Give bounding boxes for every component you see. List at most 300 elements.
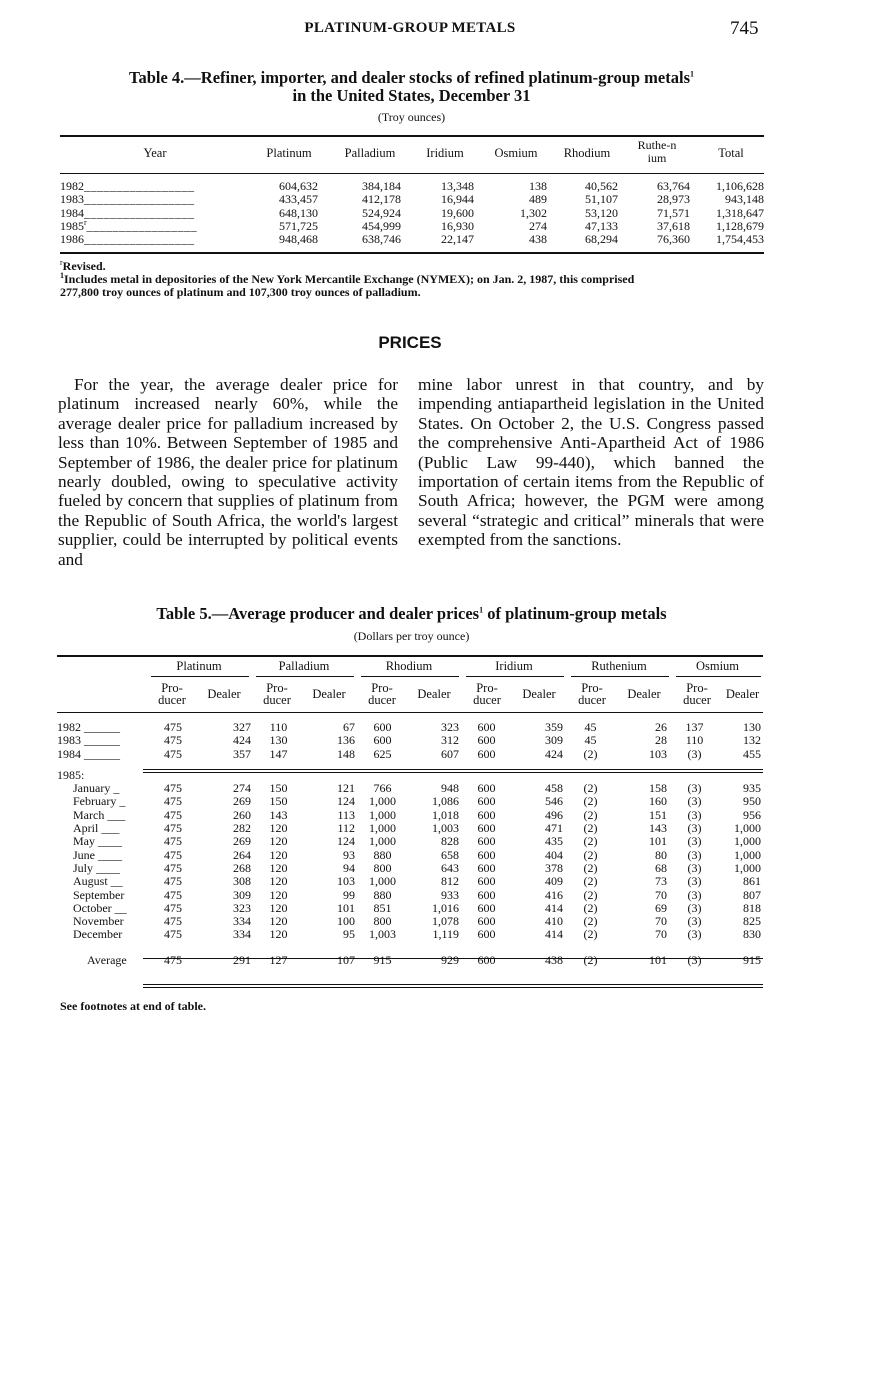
value-cell: 110: [269, 720, 288, 734]
value-cell: 130: [743, 720, 761, 734]
year-cell: 1986 _____: [60, 233, 250, 246]
prices-right-column: [418, 375, 764, 550]
value-cell: 438: [529, 232, 547, 247]
table-row: [57, 822, 763, 835]
table5-top-rule: [57, 655, 763, 657]
value-cell: 475: [164, 914, 182, 929]
value-cell: 28: [655, 733, 667, 748]
value-cell: 143: [269, 807, 288, 822]
value-cell: 412,178: [362, 192, 401, 207]
value-cell: 63,764: [657, 179, 690, 193]
value-cell: 45: [584, 720, 597, 734]
value-cell: 935: [743, 781, 761, 796]
table4-caption-footnote-ref: 1: [690, 69, 694, 79]
year-group-row: [57, 769, 763, 782]
metal-header: Platinum: [176, 659, 222, 673]
value-cell: 600: [477, 733, 496, 748]
producer-subheader: Pro- ducer: [683, 681, 711, 707]
value-cell: 70: [655, 927, 667, 942]
value-cell: 600: [477, 781, 496, 796]
table-row: [57, 748, 763, 761]
value-cell: 68,294: [585, 232, 618, 247]
table4-col-ruthenium: Ruthe-nium: [637, 138, 677, 165]
value-cell: 1,086: [432, 794, 459, 809]
value-cell: 600: [373, 720, 392, 734]
table-row: [57, 782, 763, 795]
value-cell: (2): [583, 794, 598, 809]
value-cell: 433,457: [279, 192, 318, 207]
value-cell: 956: [743, 807, 761, 822]
table4-top-rule: [60, 135, 764, 137]
value-cell: (3): [687, 874, 702, 889]
value-cell: 475: [164, 733, 182, 748]
table4-col-total: Total: [718, 146, 744, 160]
value-cell: (3): [687, 887, 702, 902]
value-cell: 268: [233, 860, 251, 875]
value-cell: 13,348: [441, 179, 474, 193]
value-cell: 600: [477, 746, 496, 761]
value-cell: 643: [441, 860, 459, 875]
value-cell: 121: [337, 781, 355, 796]
value-cell: 274: [529, 218, 547, 233]
metal-header-underline: [466, 676, 564, 677]
value-cell: 1,318,647: [716, 205, 764, 220]
metal-header-underline: [676, 676, 761, 677]
value-cell: 600: [477, 952, 496, 967]
value-cell: (3): [687, 746, 702, 761]
value-cell: 600: [477, 834, 496, 849]
table4-col-palladium: Palladium: [344, 146, 396, 160]
value-cell: 103: [649, 746, 667, 761]
value-cell: 147: [269, 746, 288, 761]
value-cell: 323: [233, 900, 251, 915]
value-cell: 80: [655, 847, 667, 862]
table4-bottom-rule: [60, 252, 764, 254]
dealer-subheader: Dealer: [312, 687, 346, 701]
value-cell: 830: [743, 927, 761, 942]
value-cell: 130: [269, 733, 288, 748]
footnote-1-continued: 277,800 troy ounces of platinum and 107,300 troy ounces of palladium.: [60, 285, 421, 299]
value-cell: 458: [545, 781, 563, 796]
value-cell: 71,571: [657, 205, 690, 220]
table4-units: (Troy ounces): [377, 110, 446, 124]
prices-left-column: [58, 375, 398, 569]
value-cell: 546: [545, 794, 563, 809]
value-cell: 625: [373, 746, 392, 761]
value-cell: 334: [233, 914, 251, 929]
value-cell: 1,302: [520, 205, 547, 220]
value-cell: 359: [545, 720, 563, 734]
value-cell: 424: [545, 746, 563, 761]
footnote-revised: $^r$Revised.: [60, 258, 106, 273]
table5-body: [57, 721, 763, 967]
value-cell: 260: [233, 807, 251, 822]
value-cell: 800: [373, 914, 392, 929]
value-cell: 312: [441, 733, 459, 748]
value-cell: 600: [373, 733, 392, 748]
value-cell: 607: [441, 746, 459, 761]
page-number: 745: [730, 18, 759, 39]
value-cell: 132: [743, 733, 761, 748]
value-cell: 880: [373, 847, 392, 862]
value-cell: 137: [685, 720, 704, 734]
value-cell: 933: [441, 887, 459, 902]
value-cell: 120: [269, 821, 288, 836]
value-cell: (2): [583, 807, 598, 822]
value-cell: (3): [687, 794, 702, 809]
value-cell: 1,000: [369, 794, 396, 809]
value-cell: 1,003: [432, 821, 459, 836]
value-cell: 638,746: [362, 232, 401, 247]
value-cell: 1,106,628: [716, 179, 764, 193]
table-row: [57, 734, 763, 747]
value-cell: 475: [164, 860, 182, 875]
year-cell: 1982 _____: [60, 180, 250, 193]
value-cell: 100: [337, 914, 355, 929]
value-cell: 19,600: [441, 205, 474, 220]
table-row: [60, 193, 764, 206]
value-cell: 378: [545, 860, 563, 875]
value-cell: 475: [164, 746, 182, 761]
metal-header: Palladium: [278, 659, 330, 673]
metal-header: Rhodium: [385, 659, 433, 673]
value-cell: 1,016: [432, 900, 459, 915]
producer-subheader: Pro- ducer: [263, 681, 291, 707]
metal-header-underline: [256, 676, 354, 677]
value-cell: 828: [441, 834, 459, 849]
table-row: [57, 902, 763, 915]
value-cell: 571,725: [279, 218, 318, 233]
value-cell: 489: [529, 192, 547, 207]
value-cell: (3): [687, 781, 702, 796]
value-cell: 475: [164, 847, 182, 862]
row-label: September: [73, 887, 125, 902]
table-row: [60, 220, 764, 233]
value-cell: 327: [233, 720, 251, 734]
value-cell: (3): [687, 821, 702, 836]
value-cell: 600: [477, 887, 496, 902]
row-label: 1984 ______: [57, 746, 120, 761]
value-cell: 475: [164, 952, 182, 967]
value-cell: 95: [343, 927, 355, 942]
table-row: [57, 928, 763, 941]
table5-units: (Dollars per troy ounce): [353, 629, 470, 643]
metal-header-underline: [361, 676, 459, 677]
value-cell: (3): [687, 847, 702, 862]
value-cell: 99: [343, 887, 355, 902]
value-cell: (3): [687, 914, 702, 929]
row-label: 1983 ______: [57, 733, 120, 748]
value-cell: 861: [743, 874, 761, 889]
table-row: [57, 721, 763, 734]
value-cell: (3): [687, 807, 702, 822]
year-cell: 1985$^r$ _____: [60, 220, 250, 233]
value-cell: (2): [583, 746, 598, 761]
row-label: April ___: [73, 821, 120, 836]
value-cell: 120: [269, 914, 288, 929]
value-cell: 269: [233, 794, 251, 809]
value-cell: 67: [343, 720, 355, 734]
value-cell: 929: [441, 952, 459, 967]
value-cell: 851: [373, 900, 392, 915]
table4-footnotes: [60, 260, 765, 299]
value-cell: 800: [373, 860, 392, 875]
value-cell: 435: [545, 834, 563, 849]
value-cell: 150: [269, 794, 288, 809]
table5-bottom-rule-1: [143, 984, 763, 985]
value-cell: 475: [164, 900, 182, 915]
value-cell: 414: [545, 900, 563, 915]
table-row: [57, 809, 763, 822]
row-label: 1982 ______: [57, 720, 120, 734]
value-cell: 600: [477, 847, 496, 862]
value-cell: 658: [441, 847, 459, 862]
value-cell: 274: [233, 781, 251, 796]
value-cell: 94: [343, 860, 355, 875]
producer-subheader: Pro- ducer: [473, 681, 501, 707]
table4-col-rhodium: Rhodium: [563, 146, 611, 160]
dealer-subheader: Dealer: [522, 687, 556, 701]
value-cell: 1,000: [369, 821, 396, 836]
value-cell: 16,930: [441, 218, 474, 233]
row-label: November: [73, 914, 124, 929]
table-row: [60, 180, 764, 193]
value-cell: 120: [269, 860, 288, 875]
value-cell: 103: [337, 874, 355, 889]
value-cell: 138: [529, 179, 547, 193]
metal-header-underline: [571, 676, 669, 677]
row-label: March ___: [73, 807, 126, 822]
value-cell: (3): [687, 927, 702, 942]
table-row: [60, 207, 764, 220]
value-cell: 475: [164, 887, 182, 902]
value-cell: 600: [477, 807, 496, 822]
table4-col-iridium: Iridium: [426, 146, 464, 160]
value-cell: 1,003: [369, 927, 396, 942]
year-cell: 1983 _____: [60, 193, 250, 206]
value-cell: 93: [343, 847, 355, 862]
table5-caption: Table 5.—Average producer and dealer prices$^1$ of platinum-group metals: [156, 604, 667, 623]
value-cell: 334: [233, 927, 251, 942]
value-cell: 496: [545, 807, 563, 822]
prices-paragraph-right: mine labor unrest in that country, and by impending antiapartheid legislation in the United States. On October 2, the U.S. Congress passed the comprehensive Anti-Apartheid Act of 1986 (Public Law 99-440), which banned the importation of certain items from the Republic of South Africa; however, the PGM were among several “strategic and critical” minerals that were exempted from the sanctions.: [418, 375, 764, 550]
value-cell: 812: [441, 874, 459, 889]
section-heading-prices: PRICES: [378, 333, 442, 352]
value-cell: 438: [545, 952, 563, 967]
value-cell: 158: [649, 781, 667, 796]
value-cell: 1,128,679: [716, 218, 764, 233]
value-cell: 950: [743, 794, 761, 809]
value-cell: 600: [477, 900, 496, 915]
value-cell: 1,119: [432, 927, 459, 942]
value-cell: (2): [583, 874, 598, 889]
table-row: [57, 862, 763, 875]
value-cell: 948: [441, 781, 459, 796]
value-cell: (3): [687, 900, 702, 915]
value-cell: 648,130: [279, 205, 318, 220]
value-cell: 414: [545, 927, 563, 942]
value-cell: 1,000: [734, 821, 761, 836]
value-cell: 475: [164, 821, 182, 836]
value-cell: 148: [337, 746, 355, 761]
value-cell: (2): [583, 927, 598, 942]
table4-caption: [60, 69, 763, 105]
value-cell: 409: [545, 874, 563, 889]
value-cell: 1,000: [734, 834, 761, 849]
table5-bottom-rule-2: [143, 987, 763, 988]
value-cell: 101: [337, 900, 355, 915]
row-label: January _: [73, 781, 120, 796]
row-label: July ____: [73, 860, 121, 875]
value-cell: 475: [164, 927, 182, 942]
value-cell: 51,107: [585, 192, 618, 207]
value-cell: (2): [583, 887, 598, 902]
row-label: May ____: [73, 834, 122, 849]
value-cell: 475: [164, 794, 182, 809]
value-cell: 475: [164, 720, 182, 734]
value-cell: 1,000: [734, 860, 761, 875]
metal-header: Iridium: [495, 659, 533, 673]
value-cell: 120: [269, 900, 288, 915]
value-cell: 1,078: [432, 914, 459, 929]
value-cell: 384,184: [362, 179, 401, 193]
value-cell: 915: [373, 952, 392, 967]
value-cell: 120: [269, 927, 288, 942]
value-cell: 76,360: [657, 232, 690, 247]
table4-caption-line2: in the United States, December 31: [292, 86, 531, 105]
year-group-label: 1985:: [57, 767, 85, 782]
value-cell: 120: [269, 834, 288, 849]
value-cell: 40,562: [585, 179, 618, 193]
value-cell: 825: [743, 914, 761, 929]
value-cell: 600: [477, 860, 496, 875]
footnote-1: $^1$Includes metal in depositories of the New York Mercantile Exchange (NYMEX); on Jan. 2, 1987, this comprised: [60, 271, 635, 286]
table-row: [57, 875, 763, 888]
value-cell: 68: [655, 860, 667, 875]
value-cell: 600: [477, 874, 496, 889]
table4-col-osmium: Osmium: [494, 146, 538, 160]
row-label: February _: [73, 794, 126, 809]
value-cell: (2): [583, 900, 598, 915]
table5-see-footnotes: See footnotes at end of table.: [60, 999, 206, 1013]
value-cell: 1,018: [432, 807, 459, 822]
value-cell: 37,618: [657, 218, 690, 233]
value-cell: 120: [269, 874, 288, 889]
value-cell: 604,632: [279, 179, 318, 193]
value-cell: 151: [649, 807, 667, 822]
value-cell: 291: [233, 952, 251, 967]
value-cell: 69: [655, 900, 667, 915]
value-cell: (3): [687, 952, 702, 967]
table-row: [57, 835, 763, 848]
value-cell: 110: [685, 733, 704, 748]
value-cell: (3): [687, 860, 702, 875]
value-cell: 16,944: [441, 192, 474, 207]
value-cell: 107: [337, 952, 355, 967]
value-cell: 915: [743, 952, 761, 967]
value-cell: 70: [655, 914, 667, 929]
table-row: [57, 915, 763, 928]
row-label: Average: [87, 952, 127, 967]
value-cell: 124: [337, 794, 355, 809]
producer-subheader: Pro- ducer: [158, 681, 186, 707]
value-cell: 943,148: [725, 192, 764, 207]
value-cell: 416: [545, 887, 563, 902]
row-label: August __: [73, 874, 123, 889]
value-cell: 282: [233, 821, 251, 836]
value-cell: 28,973: [657, 192, 690, 207]
value-cell: 26: [655, 720, 667, 734]
table-row: [57, 954, 763, 967]
table4-col-year: Year: [143, 146, 167, 160]
value-cell: 53,120: [585, 205, 618, 220]
value-cell: (3): [687, 834, 702, 849]
value-cell: (2): [583, 781, 598, 796]
value-cell: 600: [477, 914, 496, 929]
metal-header: Ruthenium: [591, 659, 647, 673]
dealer-subheader: Dealer: [627, 687, 661, 701]
value-cell: 410: [545, 914, 563, 929]
year-cell: 1984 _____: [60, 207, 250, 220]
value-cell: 309: [545, 733, 563, 748]
value-cell: 475: [164, 781, 182, 796]
value-cell: (2): [583, 834, 598, 849]
value-cell: 357: [233, 746, 251, 761]
value-cell: 47,133: [585, 218, 618, 233]
value-cell: 150: [269, 781, 288, 796]
metal-header-underline: [151, 676, 249, 677]
prices-paragraph-left: For the year, the average dealer price for platinum increased nearly 60%, while the average dealer price for palladium increased by less than 10%. Between September of 1985 and September of 1986, the dealer price for platinum nearly doubled, owing to speculative activity fueled by concern that supplies of platinum from the Republic of South Africa, the world's largest supplier, could be interrupted by political events and: [58, 375, 398, 569]
value-cell: 120: [269, 847, 288, 862]
value-cell: 807: [743, 887, 761, 902]
value-cell: 471: [545, 821, 563, 836]
table5-header-rule: [57, 712, 763, 713]
value-cell: 309: [233, 887, 251, 902]
value-cell: 127: [269, 952, 288, 967]
row-label: October __: [73, 900, 127, 915]
producer-subheader: Pro- ducer: [368, 681, 396, 707]
value-cell: 475: [164, 874, 182, 889]
row-label: December: [73, 927, 123, 942]
value-cell: 600: [477, 720, 496, 734]
value-cell: 45: [584, 733, 597, 748]
value-cell: 600: [477, 821, 496, 836]
value-cell: 269: [233, 834, 251, 849]
value-cell: 475: [164, 834, 182, 849]
value-cell: (2): [583, 847, 598, 862]
value-cell: 600: [477, 927, 496, 942]
value-cell: 454,999: [362, 218, 401, 233]
value-cell: (2): [583, 821, 598, 836]
value-cell: (2): [583, 952, 598, 967]
value-cell: 70: [655, 887, 667, 902]
table-row: [57, 889, 763, 902]
table5-caption-footnote-ref: 1: [479, 605, 484, 615]
value-cell: 818: [743, 900, 761, 915]
value-cell: 113: [337, 807, 355, 822]
value-cell: 124: [337, 834, 355, 849]
value-cell: 22,147: [441, 232, 474, 247]
value-cell: 136: [337, 733, 355, 748]
table4-header-rule: [60, 173, 764, 174]
value-cell: 475: [164, 807, 182, 822]
value-cell: 1,000: [734, 847, 761, 862]
value-cell: 948,468: [279, 232, 318, 247]
value-cell: 455: [743, 746, 761, 761]
producer-subheader: Pro- ducer: [578, 681, 606, 707]
value-cell: 101: [649, 834, 667, 849]
value-cell: 160: [649, 794, 667, 809]
